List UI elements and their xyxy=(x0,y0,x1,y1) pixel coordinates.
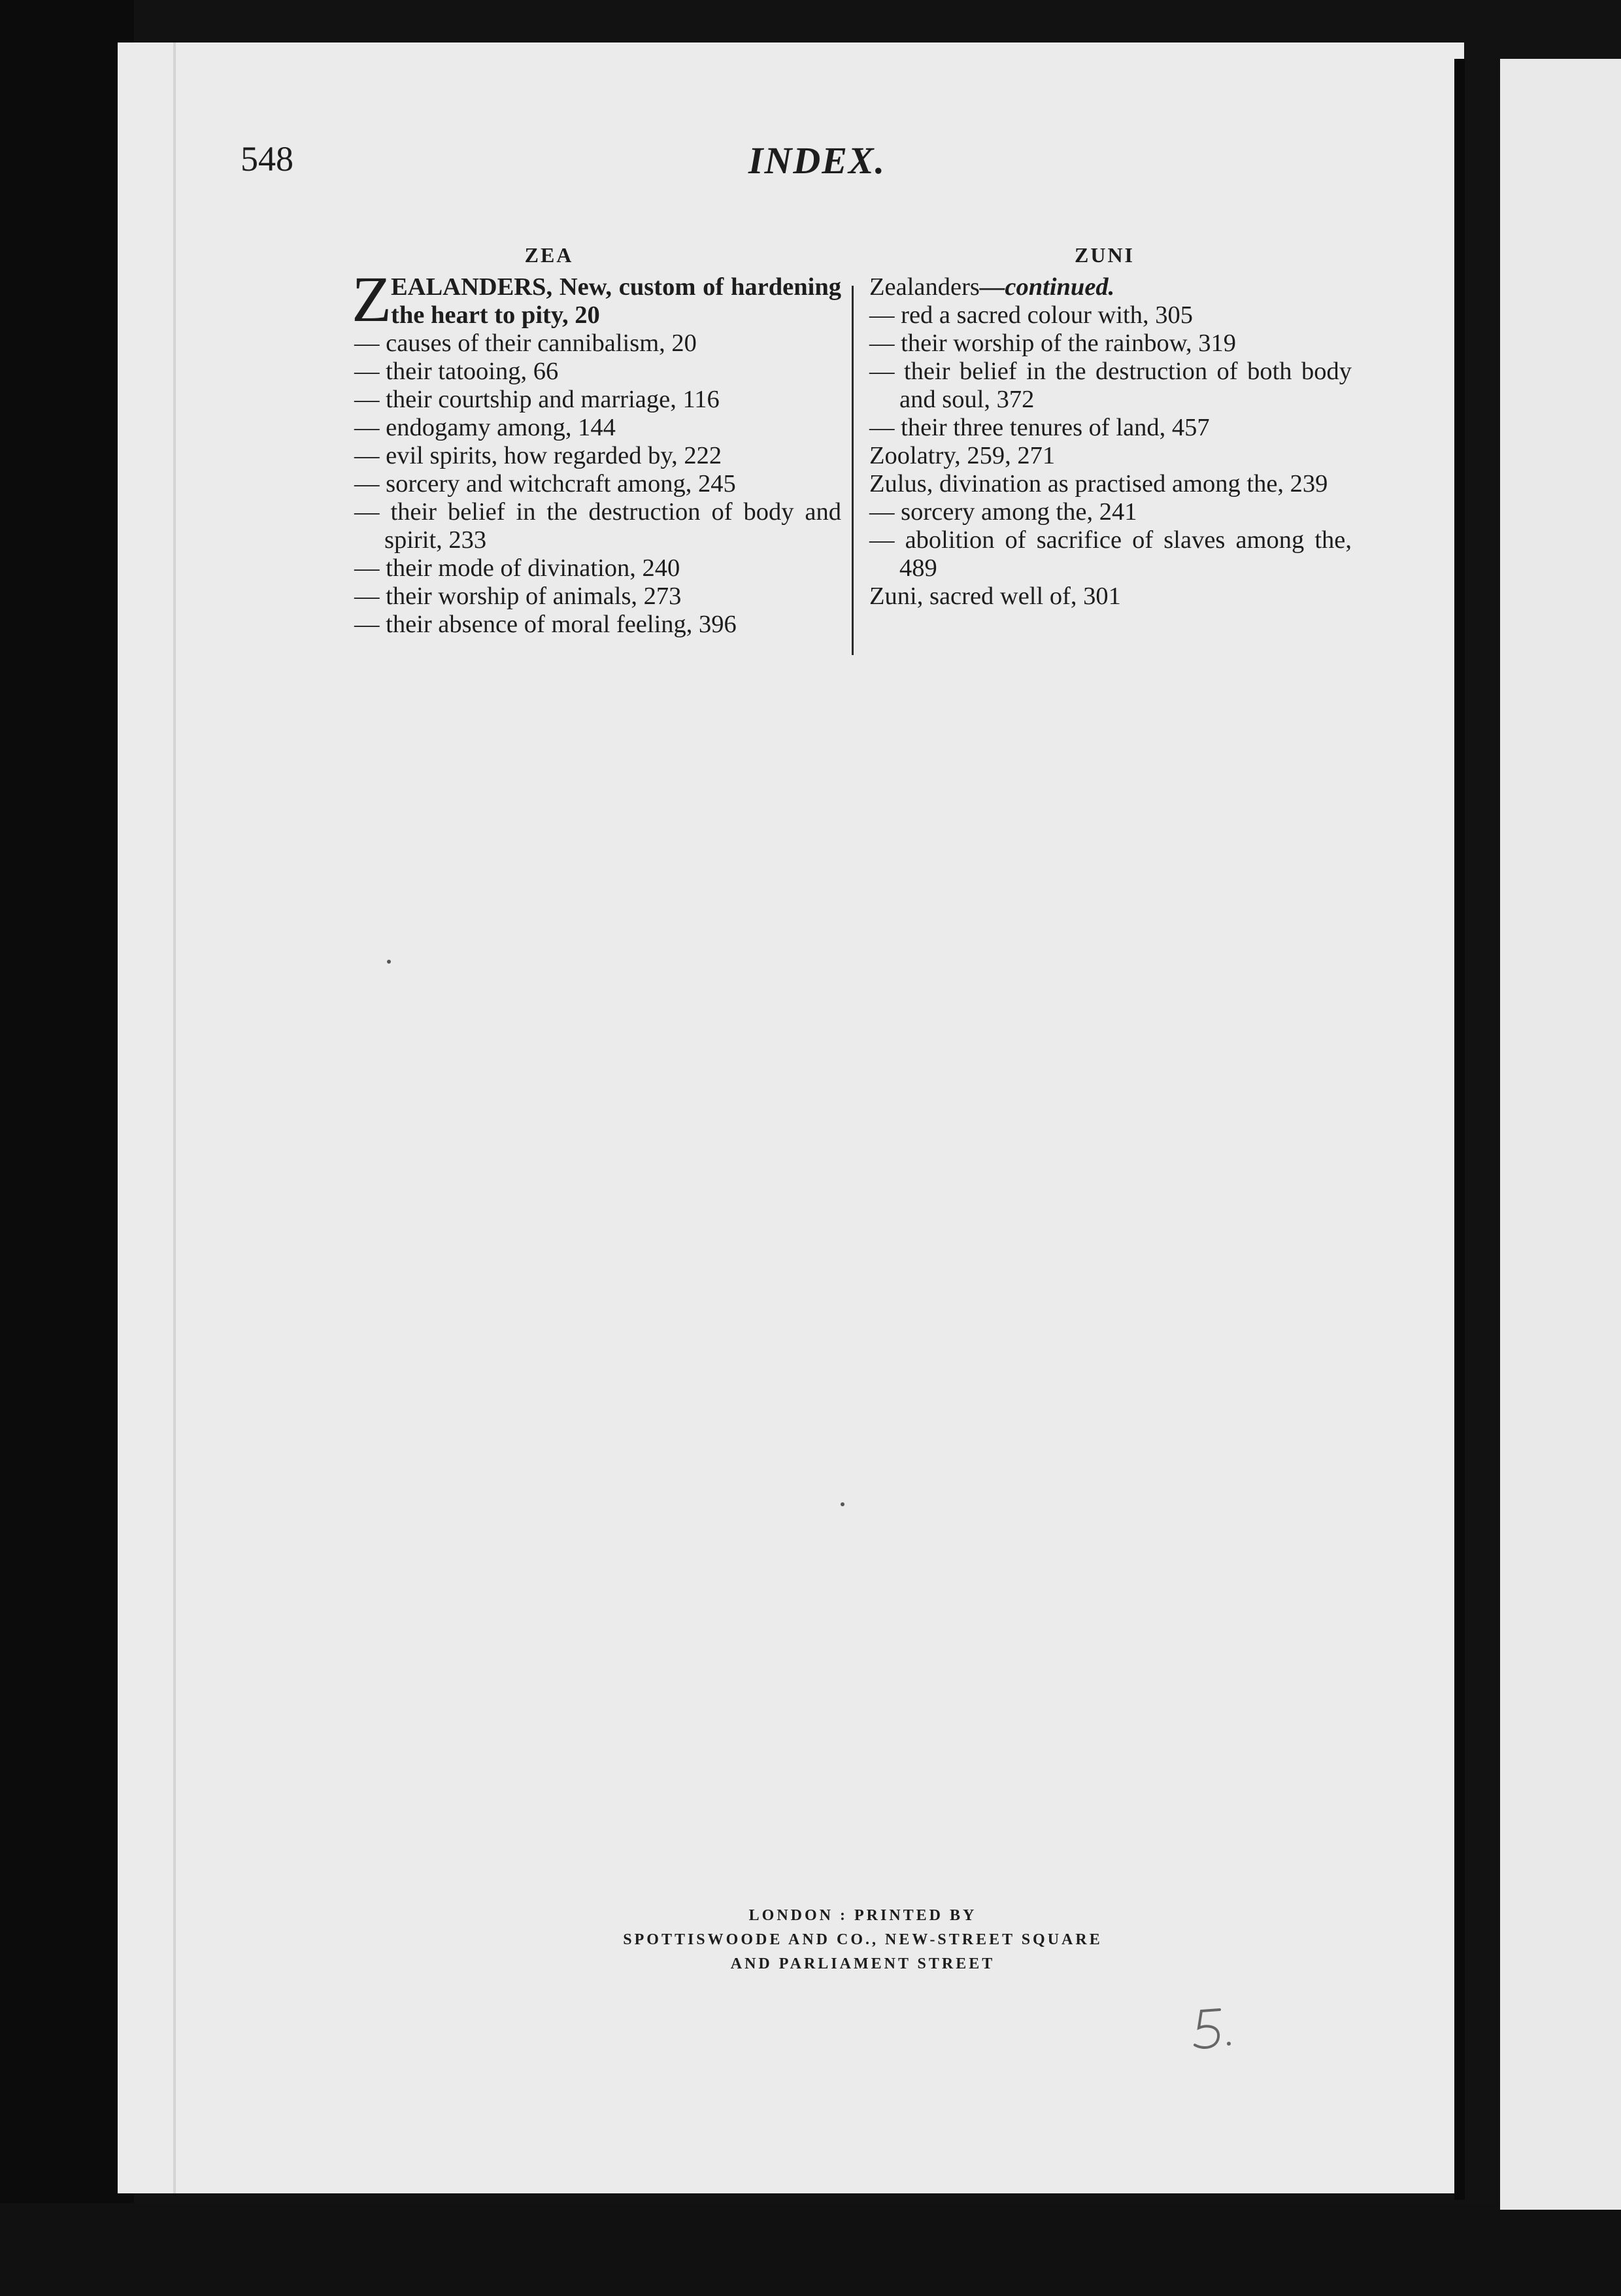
column-divider xyxy=(852,286,854,655)
printer-colophon xyxy=(536,1904,1190,1976)
index-entry: — evil spirits, how regarded by, 222 xyxy=(354,442,722,469)
drop-cap: Z xyxy=(352,263,392,335)
right-index-column xyxy=(869,273,1352,611)
index-entry: Zoolatry, 259, 271 xyxy=(869,442,1056,469)
index-entry: — their mode of divination, 240 xyxy=(354,554,680,582)
index-entry: — their courtship and marriage, 116 xyxy=(354,386,720,413)
left-index-column xyxy=(352,263,841,639)
index-entry: — their absence of moral feeling, 396 xyxy=(354,611,737,638)
scan-dark-margin xyxy=(0,0,134,2296)
index-entry: — their tatooing, 66 xyxy=(354,358,559,385)
index-entry-continued: Zealanders—continued. xyxy=(869,273,1115,301)
handwritten-mark xyxy=(1182,2004,1241,2057)
right-column-header: ZUNI xyxy=(1074,243,1135,267)
index-entry: — their worship of animals, 273 xyxy=(354,582,682,610)
left-column-header: ZEA xyxy=(524,243,574,267)
index-entry: — sorcery among the, 241 xyxy=(869,498,1137,526)
index-entry: — sorcery and witchcraft among, 245 xyxy=(354,470,736,498)
scan-speck xyxy=(841,1502,844,1506)
index-entry: Z EALANDERS, New, custom of hardening the heart to pity, 20 xyxy=(352,263,841,335)
index-entry: — abolition of sacrifice of slaves among the, 489 xyxy=(869,526,1352,582)
index-entry: — their belief in the destruction of body and spirit, 233 xyxy=(354,498,841,554)
index-entry: Zuni, sacred well of, 301 xyxy=(869,582,1121,610)
colophon-line: AND PARLIAMENT STREET xyxy=(730,1955,995,1972)
facing-page-edge xyxy=(1500,59,1621,2210)
page-number: 548 xyxy=(241,139,293,178)
scan-speck xyxy=(387,960,391,964)
index-entry: — their belief in the destruction of both body and soul, 372 xyxy=(869,358,1352,413)
index-entry: — red a sacred colour with, 305 xyxy=(869,301,1193,329)
index-entry: — endogamy among, 144 xyxy=(354,414,616,441)
page-edge-shadow xyxy=(173,42,176,2193)
index-entry: — their three tenures of land, 457 xyxy=(869,414,1210,441)
colophon-line: SPOTTISWOODE AND CO., NEW-STREET SQUARE xyxy=(623,1931,1103,1948)
index-entry: Zulus, divination as practised among the, 239 xyxy=(869,470,1328,498)
scan-bottom-margin xyxy=(0,2203,1621,2296)
index-entry: — causes of their cannibalism, 20 xyxy=(354,329,697,357)
gutter-line xyxy=(1454,59,1465,2200)
index-entry: — their worship of the rainbow, 319 xyxy=(869,329,1236,357)
running-head: INDEX. xyxy=(748,139,886,182)
colophon-line: LONDON : PRINTED BY xyxy=(748,1907,977,1924)
